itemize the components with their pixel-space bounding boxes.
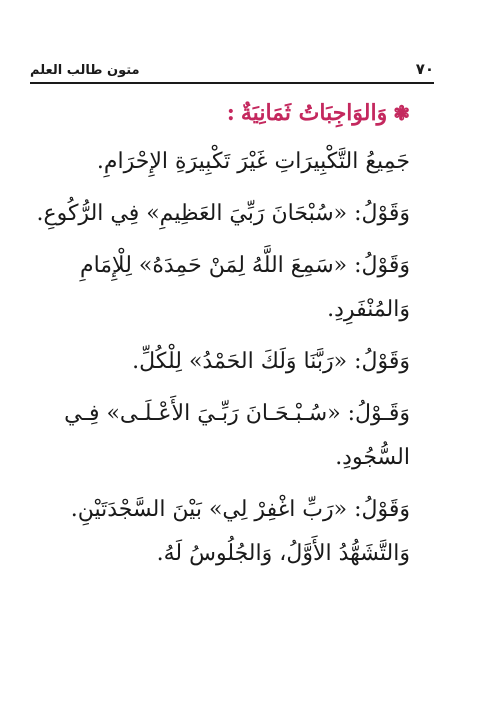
page-header bbox=[30, 52, 434, 84]
section-heading bbox=[60, 100, 410, 126]
paragraph bbox=[60, 244, 410, 332]
text-line: وَقَوْلُ: «سُبْحَانَ رَبِّيَ العَظِيمِ» فِي الرُّكُوعِ. bbox=[36, 201, 410, 226]
text-line: وَقَوْلُ: «سَمِعَ اللَّهُ لِمَنْ حَمِدَهُ» لِلْإِمَامِ bbox=[79, 253, 410, 278]
body-text bbox=[36, 100, 410, 576]
text-line: جَمِيعُ التَّكْبِيرَاتِ غَيْرَ تَكْبِيرَةِ الإِحْرَامِ. bbox=[96, 149, 410, 174]
text-line: السُّجُودِ. bbox=[335, 445, 410, 470]
paragraph bbox=[60, 340, 410, 384]
text-line: وَالتَّشَهُّدُ الأَوَّلُ، وَالجُلُوسُ لَهُ. bbox=[156, 541, 410, 566]
text-line: وَقَـوْلُ: «سُـبْـحَـانَ رَبِّـيَ الأَعْـلَـى» فِـي bbox=[64, 401, 410, 426]
section-heading-text: وَالوَاجِبَاتُ ثَمَانِيَةٌ bbox=[240, 100, 388, 126]
paragraph bbox=[60, 392, 410, 480]
section-heading-colon: : bbox=[226, 100, 235, 126]
paragraph bbox=[60, 140, 410, 184]
star-icon: ❃ bbox=[393, 101, 410, 125]
paragraph bbox=[60, 488, 410, 576]
page-number: ٧٠ bbox=[415, 60, 434, 78]
paragraph bbox=[36, 192, 410, 236]
text-line: وَقَوْلُ: «رَبِّ اغْفِرْ لِي» بَيْنَ السَّجْدَتَيْنِ. bbox=[70, 497, 410, 522]
text-line: وَالمُنْفَرِدِ. bbox=[327, 297, 410, 322]
text-line: وَقَوْلُ: «رَبَّنَا وَلَكَ الحَمْدُ» لِلْكُلِّ. bbox=[132, 349, 410, 374]
book-title: متون طالب العلم bbox=[30, 63, 140, 78]
